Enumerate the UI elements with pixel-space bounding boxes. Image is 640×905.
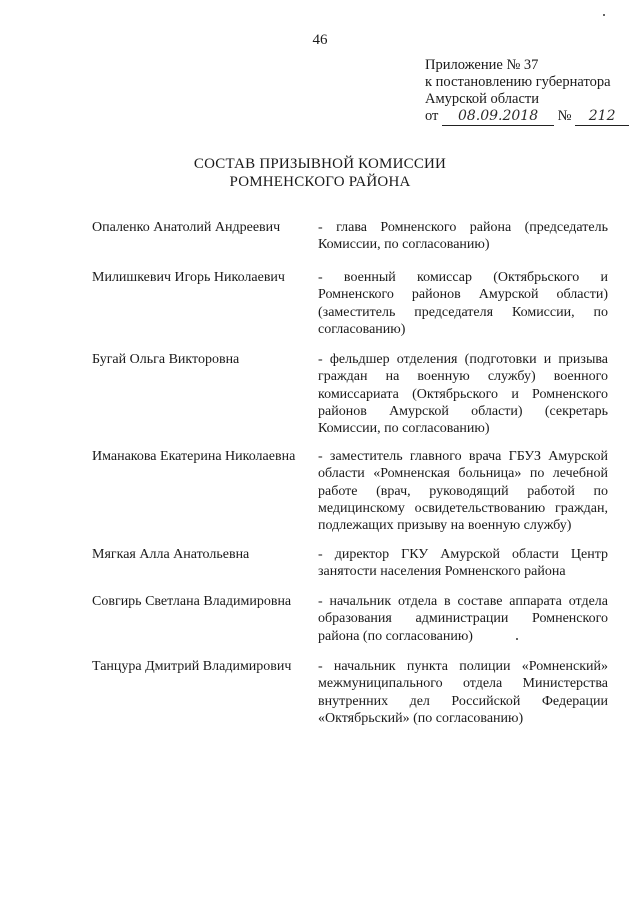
member-name: Танцура Дмитрий Владимирович — [92, 659, 292, 674]
date-prefix: от — [425, 108, 439, 124]
scan-speck — [603, 14, 605, 16]
member-name: Опаленко Анатолий Андреевич — [92, 220, 281, 235]
member-name: Иманакова Екатерина Николаевна — [92, 449, 296, 464]
title-line-2: РОМНЕНСКОГО РАЙОНА — [229, 174, 411, 190]
member-row — [92, 658, 608, 727]
handwritten-date: 08.09.2018 — [442, 108, 554, 126]
handwritten-number: 212 — [575, 108, 629, 126]
appendix-block — [425, 57, 629, 126]
appendix-line-3: Амурской области — [425, 91, 539, 107]
member-role: - глава Ромненского района (председатель Комиссии, по согласованию) — [318, 220, 608, 253]
member-name: Совгирь Светлана Владимировна — [92, 594, 292, 609]
member-role: - начальник отдела в составе аппарата отдела образования администрации Ромненского района (по согласованию) — [318, 594, 608, 644]
member-row — [92, 593, 608, 645]
document-title — [0, 155, 640, 191]
member-name: Мягкая Алла Анатольевна — [92, 547, 250, 562]
appendix-line-1: Приложение № 37 — [425, 57, 539, 73]
member-role: - заместитель главного врача ГБУЗ Амурской области «Ромненская больница» по лечебной работе (врач, руководящий работой по медицинскому освидетельствованию граждан, подлежащих призыву на военную службу) — [318, 449, 608, 534]
member-role: - начальник пункта полиции «Ромненский» межмуниципального отдела Министерства внутренних дел Российской Федерации «Октябрьский» (по согласованию) — [318, 659, 608, 726]
member-row — [92, 351, 608, 437]
page-number: 46 — [312, 32, 328, 48]
member-row — [92, 219, 608, 254]
member-name: Бугай Ольга Викторовна — [92, 352, 240, 367]
member-role: - фельдшер отделения (подготовки и призыва граждан на военную службу) военного комиссариата (Октябрьского и Ромненского районов Амурской области) (секретарь Комиссии, по согласованию) — [318, 352, 608, 437]
member-row — [92, 546, 608, 581]
member-row — [92, 448, 608, 534]
appendix-date-line — [425, 108, 629, 126]
title-line-1: СОСТАВ ПРИЗЫВНОЙ КОМИССИИ — [193, 156, 447, 172]
member-role: - военный комиссар (Октябрьского и Ромненского районов Амурской области) (заместитель председателя Комиссии, по согласованию) — [318, 270, 608, 337]
scan-speck — [516, 638, 518, 640]
member-role: - директор ГКУ Амурской области Центр занятости населения Ромненского района — [318, 547, 608, 580]
number-prefix: № — [557, 108, 572, 124]
member-row — [92, 269, 608, 338]
appendix-line-2: к постановлению губернатора — [425, 74, 611, 90]
member-name: Милишкевич Игорь Николаевич — [92, 270, 285, 285]
